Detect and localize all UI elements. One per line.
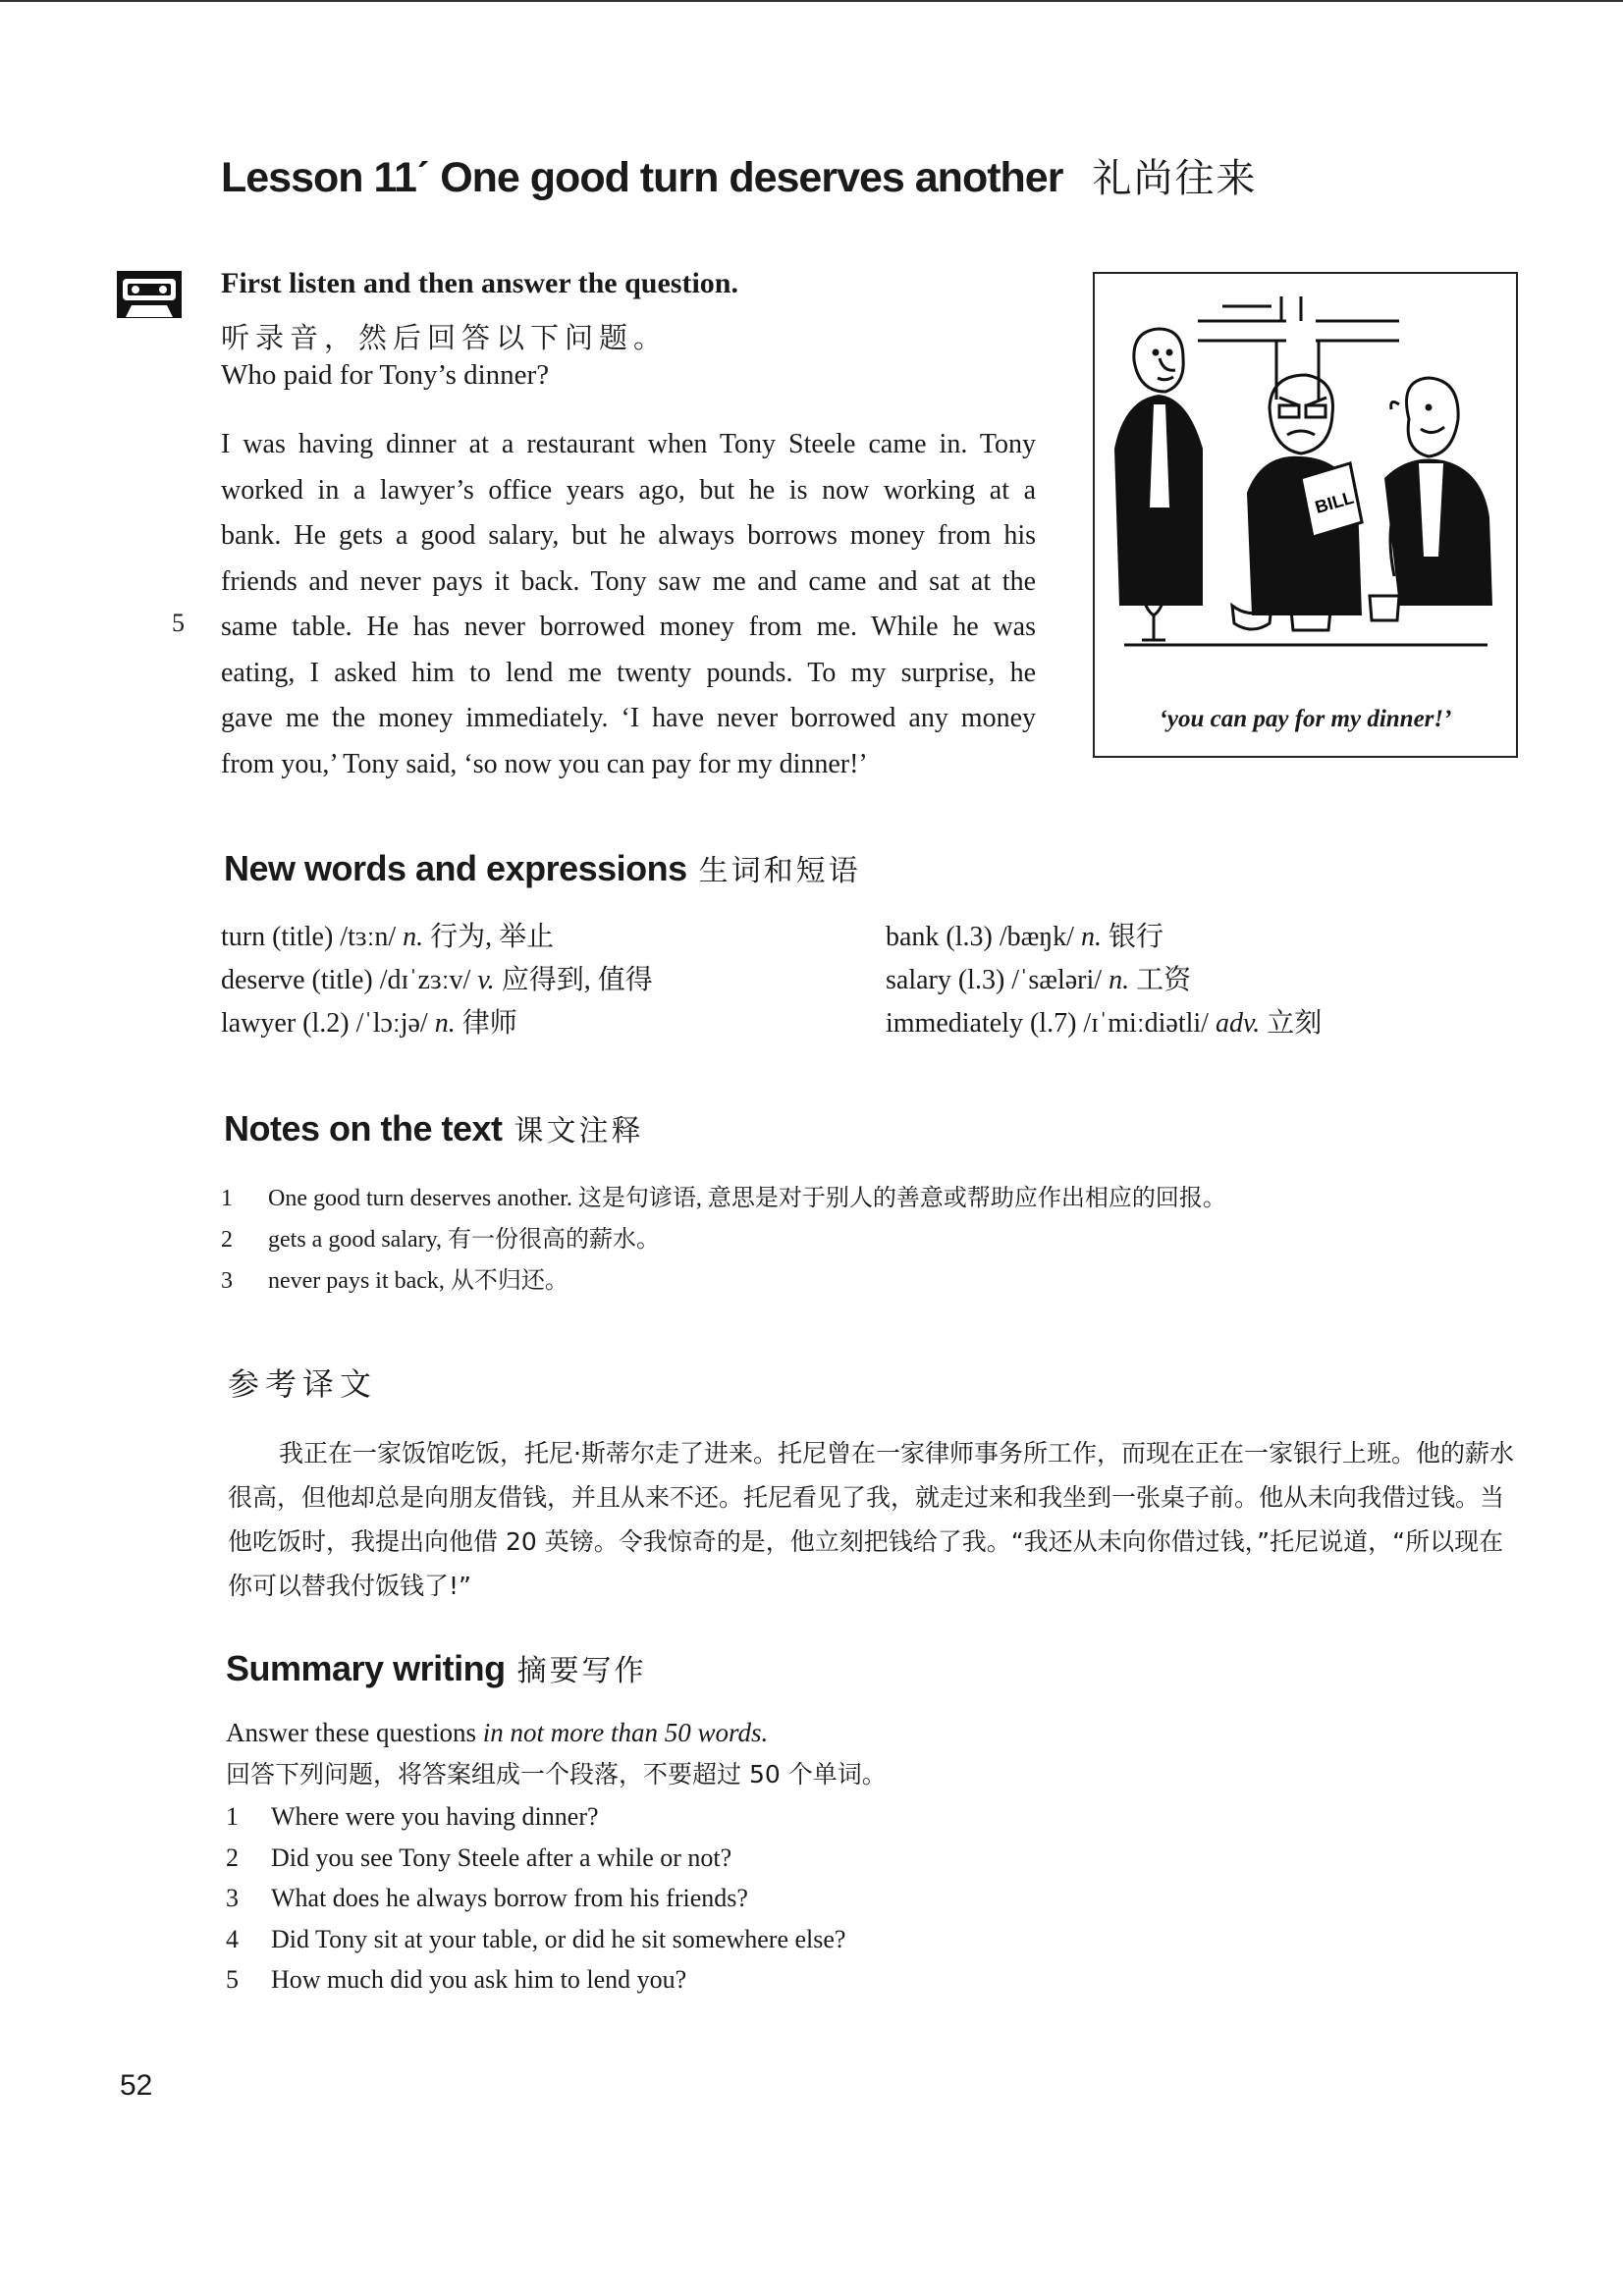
notes-list [221, 1178, 1226, 1302]
line-number-marker: 5 [172, 609, 185, 637]
lesson-title-en: Lesson 11ˊ One good turn deserves another [221, 154, 1063, 201]
vocab-entry: lawyer (l.2) /ˈlɔːjə/ n. 律师 [221, 1008, 517, 1039]
listen-instruction: First listen and then answer the question. [221, 267, 738, 299]
summary-instruction: Answer these questions in not more than 50 words. [226, 1718, 769, 1747]
vocab-entry: bank (l.3) /bæŋk/ n. 银行 [886, 922, 1163, 952]
passage-line: eating, I asked him to lend me twenty pounds. To my surprise, he [221, 657, 1036, 688]
lesson-title-cn: 礼尚往来 [1092, 156, 1258, 201]
lesson-title [221, 147, 1257, 203]
passage-line: same table. He has never borrowed money from me. While he was [221, 612, 1036, 642]
passage-line: gave me the money immediately. ‘I have never borrowed any money [221, 703, 1036, 733]
passage-line: from you,’ Tony said, ‘so now you can pay for my dinner!’ [221, 748, 868, 779]
summary-heading: Summary writing 摘要写作 [226, 1648, 647, 1688]
bill-label: BILL [1313, 487, 1357, 517]
cartoon-caption: ‘you can pay for my dinner!’ [1159, 706, 1452, 732]
notes-heading: Notes on the text 课文注释 [224, 1108, 644, 1148]
summary-instruction-cn: 回答下列问题，将答案组成一个段落，不要超过 50 个单词。 [226, 1760, 887, 1789]
page-top-border [0, 0, 1623, 2]
new-words-right-column [886, 916, 1322, 1045]
vocab-entry: salary (l.3) /ˈsæləri/ n. 工资 [886, 965, 1192, 995]
page-number: 52 [120, 2069, 153, 2102]
passage-line: worked in a lawyer’s office years ago, but he is now working at a [221, 474, 1036, 506]
cartoon-illustration [1093, 272, 1518, 758]
note-item: 1 One good turn deserves another. 这是句谚语, 意思是对于别人的善意或帮助应作出相应的回报。 [221, 1186, 1226, 1211]
translation-text: 我正在一家饭馆吃饭，托尼·斯蒂尔走了进来。托尼曾在一家律师事务所工作，而现在正在一家银行上班。他的薪水很高，但他却总是向朋友借钱，并且从来不还。托尼看见了我，就走过来和我坐到一张桌子前。他从未向我借过钱。当他吃饭时，我提出向他借 20 英镑。令我惊奇的是，他立刻把钱给了我。“我还从未向你借过钱，”托尼说道，“所以现在你可以替我付饭钱了!” [228, 1439, 1514, 1600]
summary-question: 5 How much did you ask him to lend you? [226, 1965, 687, 1994]
summary-question: 1 Where were you having dinner? [226, 1802, 599, 1831]
lesson-passage [221, 422, 1036, 787]
passage-line: bank. He gets a good salary, but he always borrows money from his [221, 520, 1036, 551]
vocab-entry: immediately (l.7) /ɪˈmiːdiətli/ adv. 立刻 [886, 1008, 1323, 1039]
vocab-entry: turn (title) /tɜːn/ n. 行为, 举止 [221, 922, 555, 952]
note-item: 3 never pays it back, 从不归还。 [221, 1268, 568, 1294]
note-item: 2 gets a good salary, 有一份很高的薪水。 [221, 1227, 661, 1253]
cassette-tape-icon [116, 270, 183, 319]
summary-question: 3 What does he always borrow from his friends? [226, 1884, 748, 1912]
passage-line: friends and never pays it back. Tony saw me and came and sat at the [221, 565, 1036, 597]
new-words-heading: New words and expressions 生词和短语 [224, 848, 861, 888]
listen-instruction-cn: 听录音，然后回答以下问题。 [221, 323, 669, 354]
summary-questions [226, 1796, 845, 2001]
passage-line: I was having dinner at a restaurant when Tony Steele came in. Tony [221, 429, 1036, 459]
cartoon-drawing [1105, 282, 1507, 694]
vocab-entry: deserve (title) /dɪˈzɜːv/ v. 应得到, 值得 [221, 965, 653, 995]
summary-question: 2 Did you see Tony Steele after a while or not? [226, 1842, 732, 1872]
listen-question: Who paid for Tony’s dinner? [221, 359, 550, 391]
translation-heading: 参考译文 [228, 1365, 378, 1403]
summary-question: 4 Did Tony sit at your table, or did he sit somewhere else? [226, 1924, 846, 1953]
new-words-left-column [221, 916, 653, 1045]
